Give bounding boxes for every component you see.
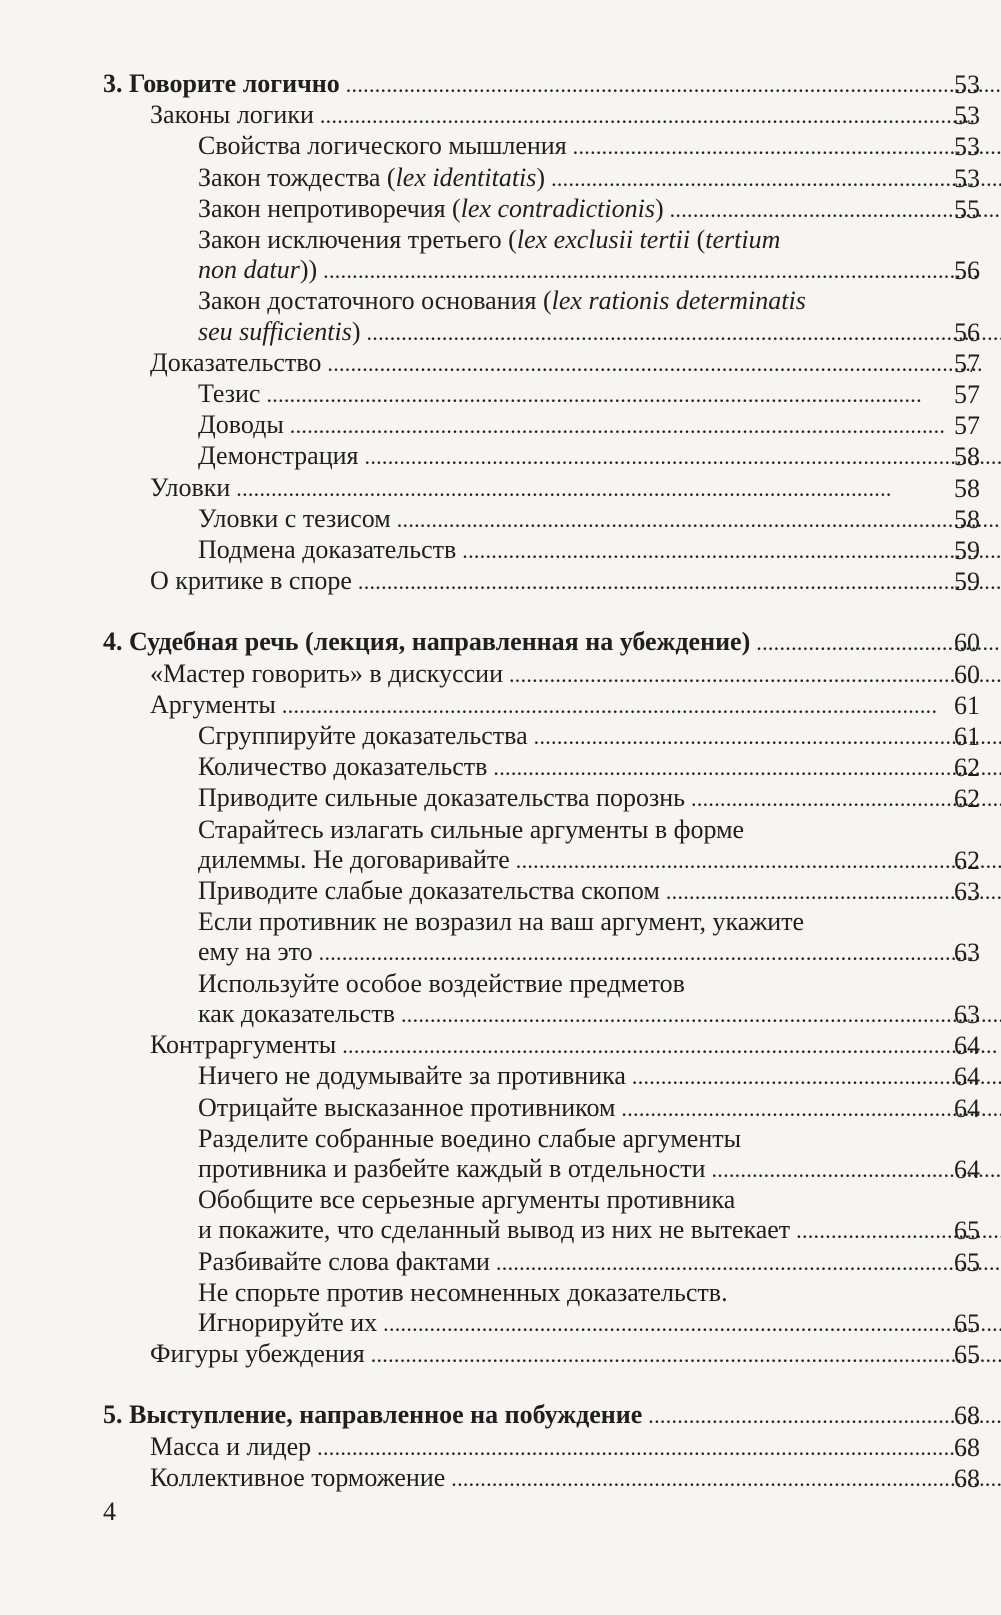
toc-entry-title: Ничего не додумывайте за противника: [198, 1061, 626, 1091]
toc-subsubsection: [0, 535, 1001, 566]
dot-leader: [509, 659, 1001, 688]
toc-entry-title: Доводы: [198, 410, 284, 440]
toc-subsection: [0, 566, 1001, 597]
toc-entry-title: О критике в споре: [150, 566, 352, 596]
dot-leader: [666, 876, 1001, 905]
dot-leader: [516, 845, 1001, 874]
page-number: 55: [954, 194, 980, 224]
toc-entry-title: seu sufficientis): [198, 316, 361, 346]
toc-subsubsection: [0, 876, 1001, 907]
toc-entry-title: Контраргументы: [150, 1030, 337, 1060]
page-number: 65: [954, 1308, 980, 1338]
page-number: 63: [954, 999, 980, 1029]
dot-leader: [573, 131, 1001, 160]
toc-entry-title: non datur)): [198, 255, 318, 285]
page-number: 64: [954, 1154, 980, 1184]
page-number: 58: [954, 504, 980, 534]
page-number: 63: [954, 877, 980, 907]
dot-leader: [282, 690, 935, 719]
toc-entry-title: Отрицайте высказанное противником: [198, 1092, 616, 1122]
dot-leader: [551, 163, 1001, 192]
page-number: 65: [954, 1340, 980, 1370]
toc-entry-line: Используйте особое воздействие предметов: [198, 968, 685, 998]
page-number: 59: [954, 567, 980, 597]
toc-entry-title: Закон непротиворечия (lex contradictionis): [198, 193, 664, 223]
page-number: 65: [954, 1247, 980, 1277]
toc-subsubsection: [0, 1093, 1001, 1124]
toc-subsubsection: [0, 1185, 1001, 1246]
toc-entry-line: Старайтесь излагать сильные аргументы в форме: [198, 814, 745, 844]
toc-entry-title: Приводите сильные доказательства порознь: [198, 783, 686, 813]
toc-subsubsection: [0, 410, 1001, 441]
toc-entry-line: Обобщите все серьезные аргументы противника: [198, 1185, 736, 1215]
dot-leader: [319, 937, 972, 966]
page-number: 53: [954, 70, 980, 99]
toc-entry-title: Подмена доказательств: [198, 535, 457, 565]
page-number: 56: [954, 317, 980, 347]
dot-leader: [290, 410, 943, 439]
toc-subsubsection: [0, 286, 1001, 347]
toc-entry-title: как доказательств: [198, 998, 395, 1028]
toc-entry-title: Масса и лидер: [150, 1431, 312, 1461]
chapter-heading: [0, 1400, 1001, 1431]
page-number: 57: [954, 380, 980, 410]
section-gap: [0, 1370, 1001, 1400]
page-number: 63: [954, 938, 980, 968]
toc-subsection: [0, 1463, 1001, 1494]
toc-subsection: [0, 659, 1001, 690]
toc-entry-line: Закон достаточного основания (lex rationis determinatis: [198, 286, 806, 316]
toc-entry-title: 4. Судебная речь (лекция, направленная на убеждение): [103, 627, 751, 657]
dot-leader: [327, 348, 980, 377]
dot-leader: [346, 69, 999, 98]
toc-entry-title: Демонстрация: [198, 441, 359, 471]
toc-subsubsection: [0, 783, 1001, 814]
toc-entry-title: Фигуры убеждения: [150, 1339, 365, 1369]
toc-subsubsection: [0, 721, 1001, 752]
toc-entry-title: «Мастер говорить» в дискуссии: [150, 658, 503, 688]
dot-leader: [670, 194, 1001, 223]
page-number: 64: [954, 1093, 980, 1123]
toc-entry-title: Аргументы: [150, 689, 276, 719]
toc-subsubsection: [0, 131, 1001, 162]
page-number: 60: [954, 628, 980, 658]
page-number: 58: [954, 473, 980, 503]
page-number: 68: [954, 1401, 980, 1431]
page-number: 62: [954, 753, 980, 783]
page-number: 53: [954, 132, 980, 162]
dot-leader: [320, 100, 973, 129]
toc-entry-line: Закон исключения третьего (lex exclusii tertii (tertium: [198, 225, 781, 255]
page-number: 59: [954, 536, 980, 566]
dot-leader: [266, 379, 919, 408]
page-number: 53: [954, 101, 980, 131]
toc-entry-title: дилеммы. Не договаривайте: [198, 844, 510, 874]
toc-entry-line: Не спорьте против несомненных доказательств.: [198, 1277, 728, 1307]
toc-entry-title: Тезис: [198, 379, 261, 409]
dot-leader: [493, 752, 1001, 781]
page-number: 61: [954, 690, 980, 720]
dot-leader: [371, 1339, 1001, 1368]
page-number: 68: [954, 1463, 980, 1493]
toc-subsection: [0, 1030, 1001, 1061]
toc-subsubsection: [0, 1278, 1001, 1339]
page-number: 57: [954, 411, 980, 441]
toc-entry-title: Разбивайте слова фактами: [198, 1246, 490, 1276]
dot-leader: [462, 535, 1001, 564]
dot-leader: [367, 317, 1001, 346]
dot-leader: [496, 1247, 1001, 1276]
toc-subsubsection: [0, 1247, 1001, 1278]
dot-leader: [383, 1308, 1001, 1337]
page-number: 58: [954, 442, 980, 472]
toc-entry-title: и покажите, что сделанный вывод из них не вытекает: [198, 1215, 791, 1245]
page-number: 62: [954, 845, 980, 875]
table-of-contents: [0, 69, 1001, 1494]
toc-entry-title: Сгруппируйте доказательства: [198, 721, 528, 751]
page-number: 60: [954, 659, 980, 689]
page-number: 65: [954, 1216, 980, 1246]
page-number: 64: [954, 1031, 980, 1061]
toc-entry-title: Уловки: [150, 472, 231, 502]
page-number: 62: [954, 784, 980, 814]
page-number: 64: [954, 1062, 980, 1092]
section-gap: [0, 597, 1001, 627]
toc-subsection: [0, 100, 1001, 131]
dot-leader: [342, 1030, 995, 1059]
toc-entry-title: Закон тождества (lex identitatis): [198, 162, 546, 192]
toc-subsection: [0, 690, 1001, 721]
dot-leader: [534, 721, 1001, 750]
dot-leader: [236, 473, 889, 502]
toc-subsubsection: [0, 441, 1001, 472]
toc-entry-title: 5. Выступление, направленное на побуждение: [103, 1400, 643, 1430]
toc-entry-title: Приводите слабые доказательства скопом: [198, 876, 660, 906]
toc-entry-line: Если противник не возразил на ваш аргумент, укажите: [198, 907, 805, 937]
toc-subsubsection: [0, 907, 1001, 968]
page-number: 68: [954, 1432, 980, 1462]
dot-leader: [451, 1463, 1001, 1492]
toc-entry-title: ему на это: [198, 937, 313, 967]
toc-subsubsection: [0, 379, 1001, 410]
dot-leader: [317, 1432, 970, 1461]
toc-subsubsection: [0, 504, 1001, 535]
toc-subsection: [0, 473, 1001, 504]
toc-subsection: [0, 1339, 1001, 1370]
dot-leader: [365, 441, 1001, 470]
page-number: 53: [954, 163, 980, 193]
toc-entry-title: Законы логики: [150, 100, 314, 130]
toc-subsubsection: [0, 194, 1001, 225]
dot-leader: [323, 255, 976, 284]
toc-subsubsection: [0, 225, 1001, 286]
toc-subsubsection: [0, 1061, 1001, 1092]
toc-subsubsection: [0, 163, 1001, 194]
page-folio: 4: [103, 1497, 116, 1526]
dot-leader: [648, 1400, 1001, 1429]
toc-entry-title: Доказательство: [150, 347, 322, 377]
chapter-heading: [0, 69, 1001, 100]
page-number: 57: [954, 348, 980, 378]
toc-subsubsection: [0, 969, 1001, 1030]
toc-entry-title: противника и разбейте каждый в отдельности: [198, 1153, 706, 1183]
chapter-heading: [0, 627, 1001, 658]
toc-subsubsection: [0, 752, 1001, 783]
dot-leader: [632, 1061, 1001, 1090]
dot-leader: [621, 1093, 1001, 1122]
toc-entry-title: 3. Говорите логично: [103, 69, 340, 98]
toc-subsubsection: [0, 815, 1001, 876]
toc-subsection: [0, 1432, 1001, 1463]
dot-leader: [358, 566, 1001, 595]
toc-entry-title: Количество доказательств: [198, 752, 488, 782]
toc-entry-line: Разделите собранные воедино слабые аргументы: [198, 1123, 742, 1153]
dot-leader: [397, 504, 1001, 533]
toc-subsubsection: [0, 1124, 1001, 1185]
page-number: 61: [954, 722, 980, 752]
toc-subsection: [0, 348, 1001, 379]
toc-entry-title: Уловки с тезисом: [198, 503, 391, 533]
toc-entry-title: Игнорируйте их: [198, 1307, 378, 1337]
toc-entry-title: Свойства логического мышления: [198, 131, 567, 161]
dot-leader: [401, 999, 1001, 1028]
page-number: 56: [954, 256, 980, 286]
toc-entry-title: Коллективное торможение: [150, 1462, 446, 1492]
